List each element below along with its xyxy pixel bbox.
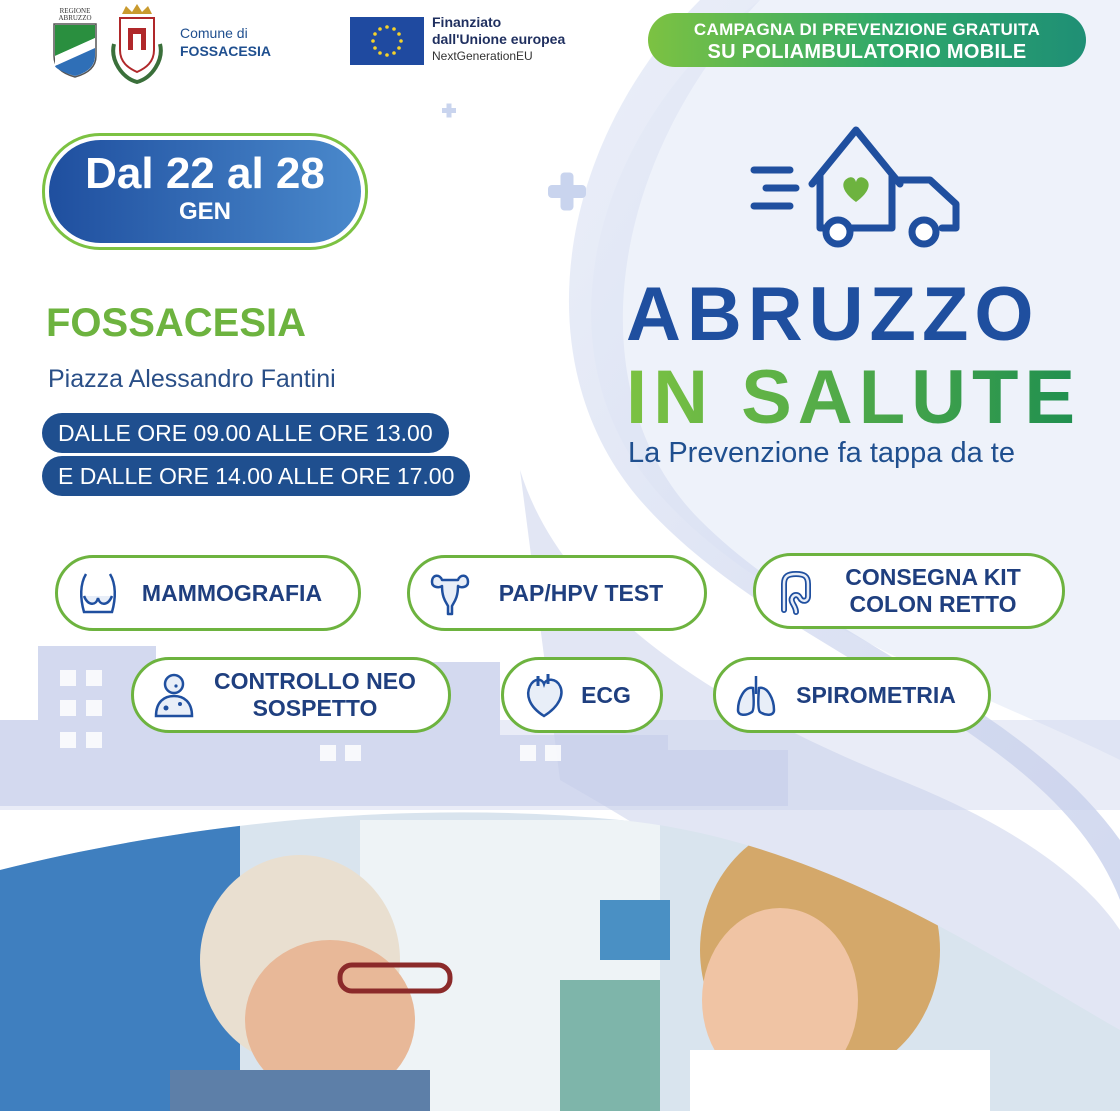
service-label-line1: CONTROLLO NEO: [214, 668, 416, 694]
hours2-a: E DALLE ORE: [58, 463, 216, 489]
comune-line1: Comune di: [180, 25, 248, 41]
campaign-line2: SU POLIAMBULATORIO MOBILE: [707, 41, 1027, 63]
regione-abruzzo-logo: [52, 8, 98, 78]
service-label-line2: COLON RETTO: [849, 591, 1017, 617]
eu-line1: Finanziato: [432, 14, 502, 30]
city-name: FOSSACESIA: [46, 301, 307, 345]
comune-label: [180, 24, 271, 60]
date-month: GEN: [178, 198, 231, 225]
eu-line2: dall'Unione europea: [432, 31, 566, 47]
service-label-line2: SOSPETTO: [252, 695, 378, 721]
hours1-a: DALLE ORE: [58, 420, 194, 446]
campaign-line1-a: CAMPAGNA DI PREVENZIONE: [693, 20, 953, 39]
service-label: [818, 564, 1062, 618]
hours1-b: 09.00: [193, 420, 252, 446]
hours-afternoon: [42, 456, 470, 496]
brand-title-line2: IN SALUTE: [626, 355, 1082, 440]
date-range: Dal 22 al 28: [85, 149, 325, 198]
mammography-icon: [76, 568, 120, 618]
eu-funding-label: [432, 14, 565, 65]
hours1-c: ALLE ORE: [251, 420, 376, 446]
service-label: [196, 668, 448, 722]
hours2-b: 14.00: [215, 463, 273, 489]
abruzzo-shield-icon: [52, 22, 98, 78]
uterus-icon: [428, 568, 472, 618]
service-label-line1: CONSEGNA KIT: [845, 564, 1021, 590]
date-badge: [42, 133, 368, 250]
brand-title-line1: ABRUZZO: [626, 272, 1040, 357]
skin-mole-icon: [152, 670, 196, 720]
service-mammografia: [55, 555, 361, 631]
eu-flag-icon: [350, 17, 424, 65]
hours1-d: 13.00: [375, 420, 433, 446]
coat-of-arms-icon: [108, 4, 166, 84]
service-spirometria: [713, 657, 991, 733]
eu-line3: NextGenerationEU: [432, 49, 533, 63]
service-label: MAMMOGRAFIA: [141, 579, 323, 606]
comune-line2: FOSSACESIA: [180, 43, 272, 59]
campaign-line1-b: GRATUITA: [952, 20, 1041, 39]
hours2-c: ALLE ORE: [272, 463, 397, 489]
location-address: Piazza Alessandro Fantini: [48, 365, 336, 393]
service-pap-hpv: [407, 555, 707, 631]
brand-subtitle: La Prevenzione fa tappa da te: [628, 437, 1015, 469]
service-label: PAP/HPV TEST: [498, 579, 664, 606]
doctor-patient-photo: [0, 800, 1120, 1111]
service-ecg: [501, 657, 663, 733]
intestine-icon: [774, 566, 818, 616]
service-label: SPIROMETRIA: [796, 681, 956, 708]
service-label: ECG: [581, 681, 631, 708]
house-truck-heart-icon: [746, 120, 962, 250]
hours-morning: [42, 413, 449, 453]
campaign-banner: [648, 13, 1086, 67]
lungs-icon: [734, 670, 778, 720]
service-controllo-neo: [131, 657, 451, 733]
hours2-d: 17.00: [396, 463, 455, 489]
regione-abruzzo-label: REGIONE ABRUZZO: [58, 7, 92, 22]
service-colon-retto: [753, 553, 1065, 629]
heart-icon: [522, 670, 566, 720]
